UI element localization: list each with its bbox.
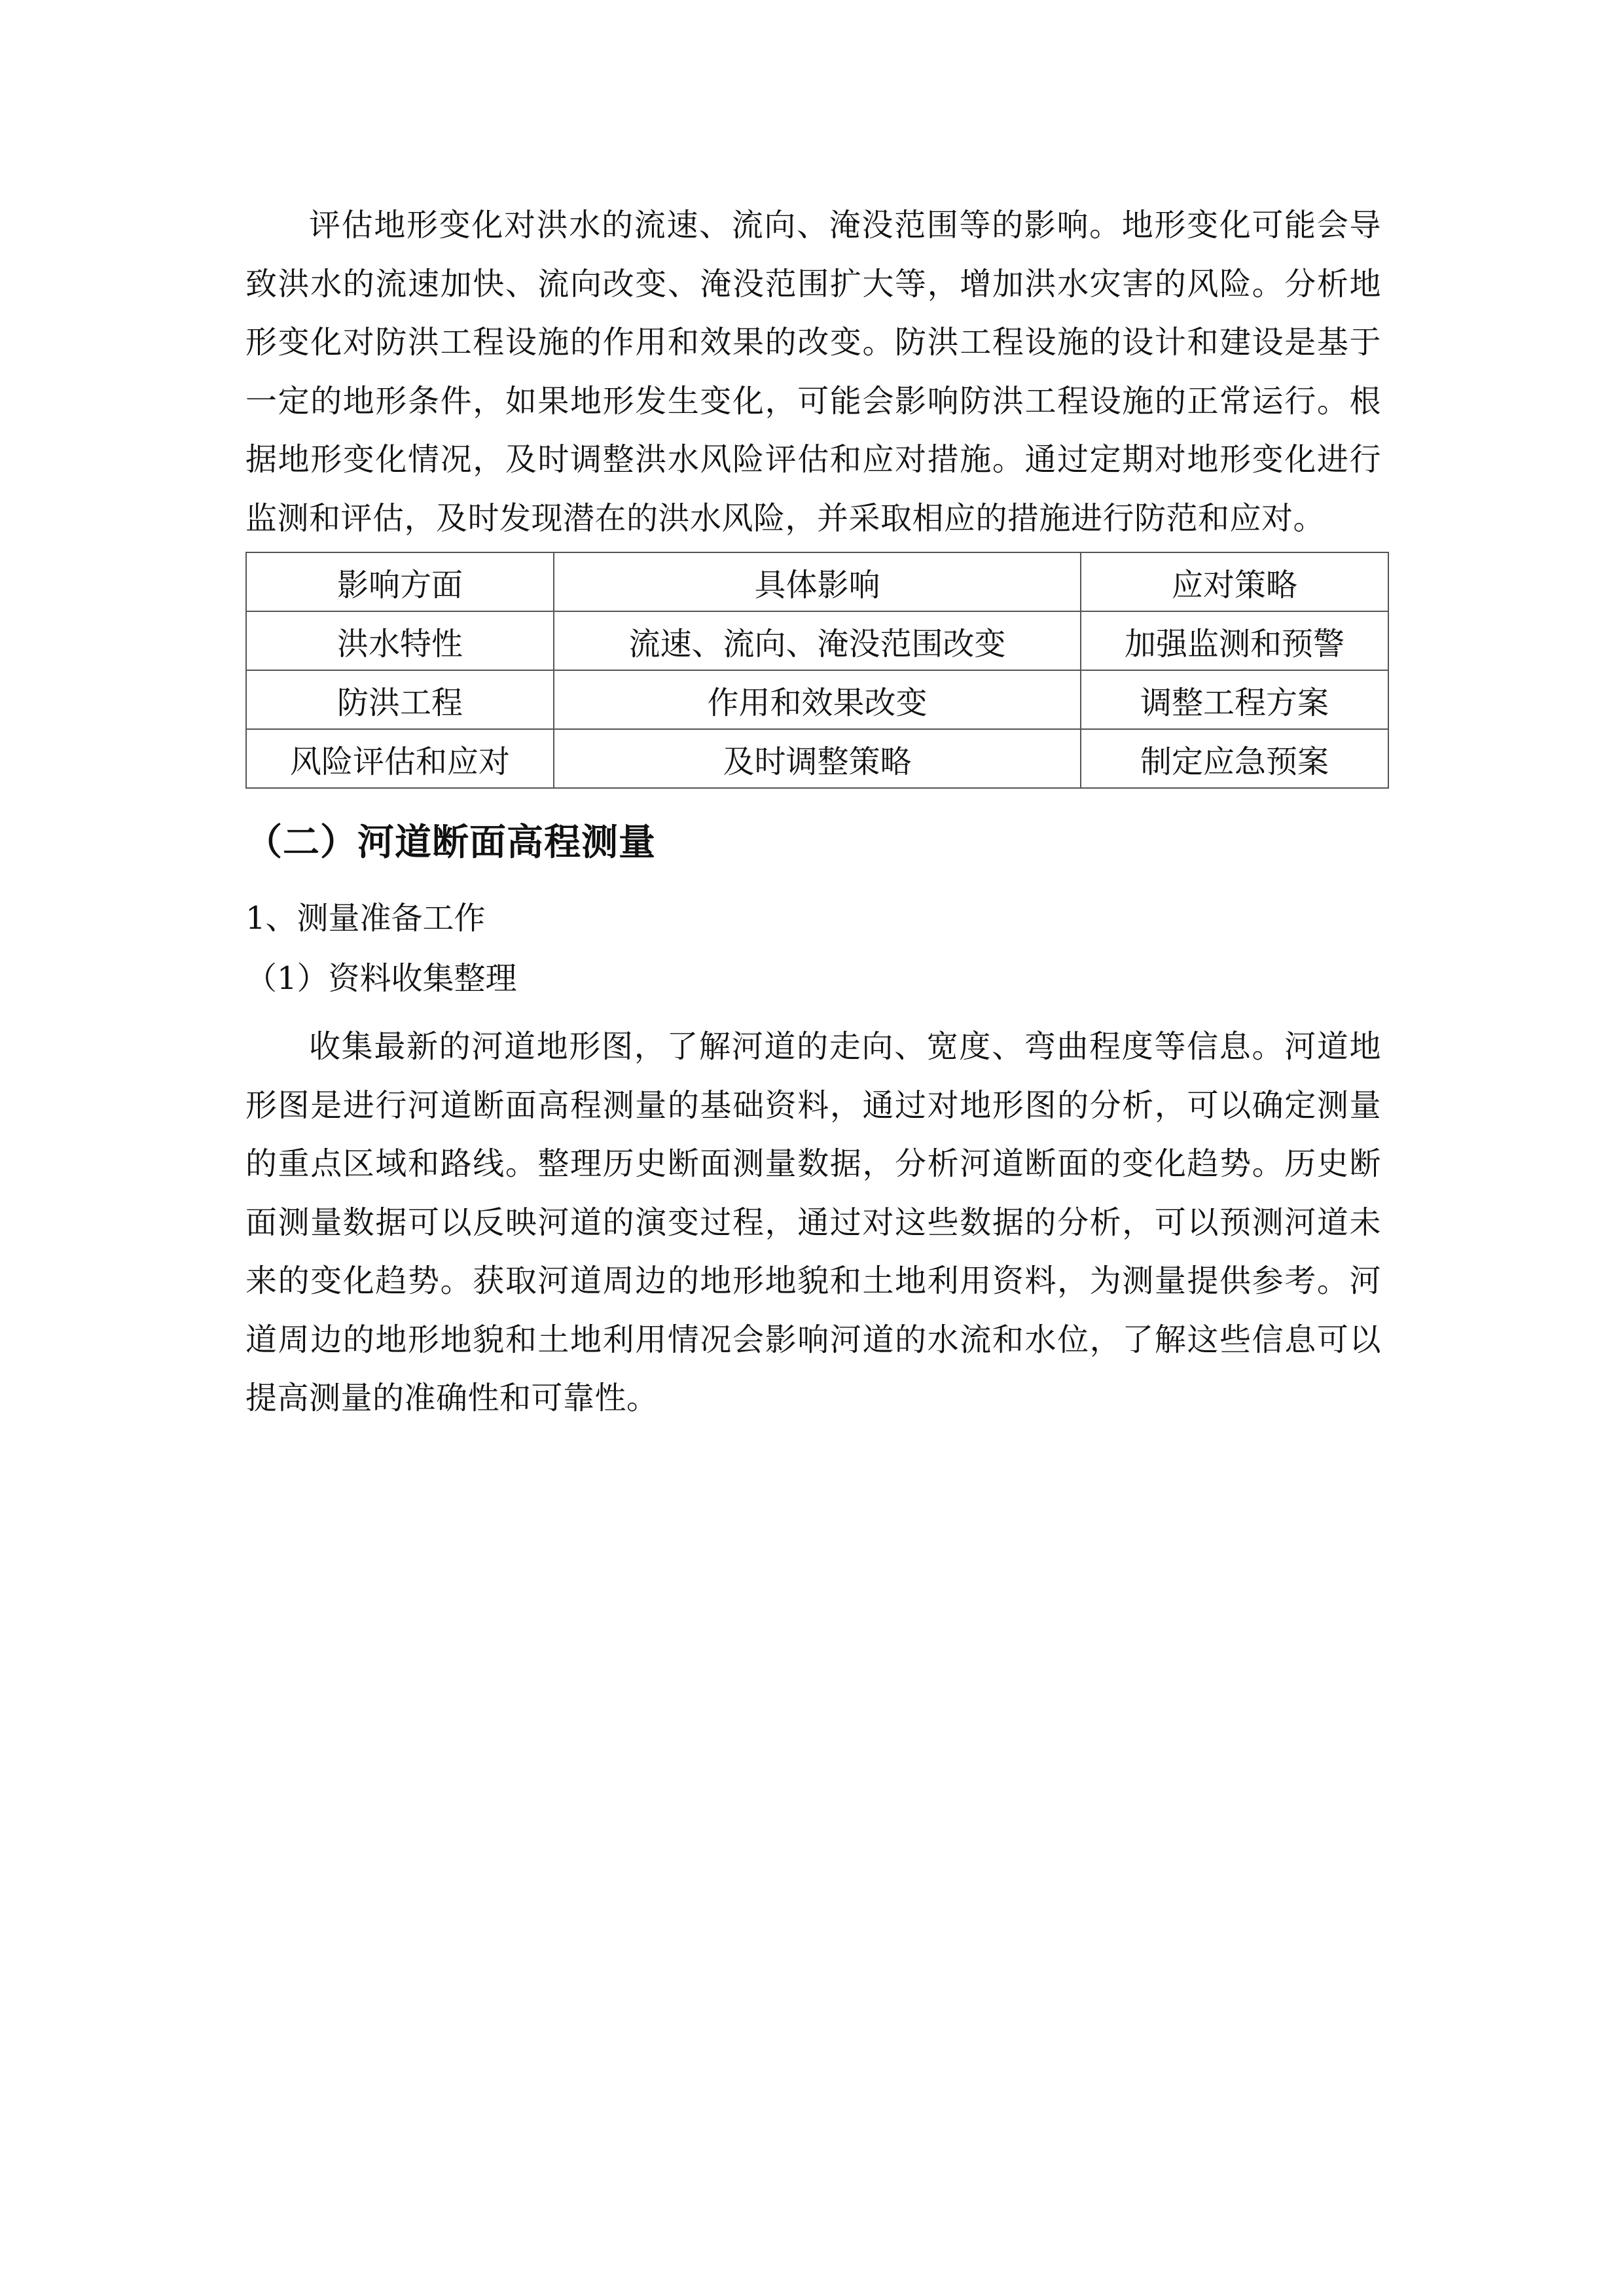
table-header-cell: 影响方面 bbox=[246, 552, 554, 611]
table-cell: 作用和效果改变 bbox=[554, 670, 1081, 729]
table-row bbox=[246, 729, 1388, 788]
table-cell: 调整工程方案 bbox=[1081, 670, 1388, 729]
table-cell: 风险评估和应对 bbox=[246, 729, 554, 788]
section-heading: （二）河道断面高程测量 bbox=[245, 821, 656, 864]
body-paragraph: 评估地形变化对洪水的流速、流向、淹没范围等的影响。地形变化可能会导致洪水的流速加快、流向改变、淹没范围扩大等，增加洪水灾害的风险。分析地形变化对防洪工程设施的作用和效果的改变。防洪工程设施的设计和建设是基于一定的地形条件，如果地形发生变化，可能会影响防洪工程设施的正常运行。根据地形变化情况，及时调整洪水风险评估和应对措施。通过定期对地形变化进行监测和评估，及时发现潜在的洪水风险，并采取相应的措施进行防范和应对。 bbox=[245, 207, 1381, 537]
subheading: 1、测量准备工作 bbox=[245, 900, 486, 937]
table-header-cell: 应对策略 bbox=[1081, 552, 1388, 611]
table-header-row bbox=[246, 552, 1388, 611]
sub-subheading: （1）资料收集整理 bbox=[245, 960, 517, 997]
table-row bbox=[246, 611, 1388, 670]
table-cell: 制定应急预案 bbox=[1081, 729, 1388, 788]
page-content bbox=[245, 196, 1381, 1428]
table-row bbox=[246, 670, 1388, 729]
table-cell: 加强监测和预警 bbox=[1081, 611, 1388, 670]
body-paragraph: 收集最新的河道地形图，了解河道的走向、宽度、弯曲程度等信息。河道地形图是进行河道断面高程测量的基础资料，通过对地形图的分析，可以确定测量的重点区域和路线。整理历史断面测量数据，分析河道断面的变化趋势。历史断面测量数据可以反映河道的演变过程，通过对这些数据的分析，可以预测河道未来的变化趋势。获取河道周边的地形地貌和土地利用资料，为测量提供参考。河道周边的地形地貌和土地利用情况会影响河道的水流和水位，了解这些信息可以提高测量的准确性和可靠性。 bbox=[245, 1028, 1381, 1416]
impact-table bbox=[245, 552, 1389, 789]
table-cell: 洪水特性 bbox=[246, 611, 554, 670]
table-cell: 及时调整策略 bbox=[554, 729, 1081, 788]
table-header-cell: 具体影响 bbox=[554, 552, 1081, 611]
table-cell: 流速、流向、淹没范围改变 bbox=[554, 611, 1081, 670]
table-cell: 防洪工程 bbox=[246, 670, 554, 729]
